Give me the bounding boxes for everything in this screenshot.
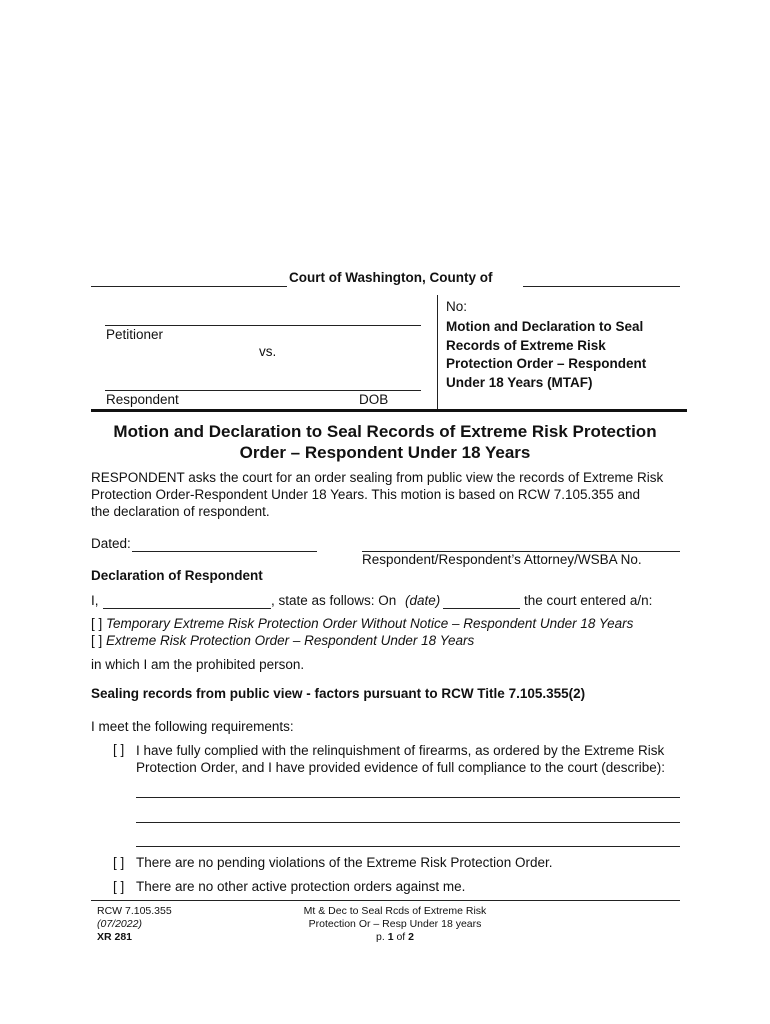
describe-line-1[interactable]: [136, 783, 680, 798]
requirement-1-line-2: Protection Order, and I have provided evidence of full compliance to the court (describe):: [136, 760, 666, 775]
date-label: (date): [405, 593, 441, 608]
option-2-row[interactable]: [91, 633, 474, 648]
page-title-line-2: Order – Respondent Under 18 Years: [239, 443, 531, 462]
caption-thick-rule: [91, 409, 687, 412]
page-current: 1: [387, 931, 394, 943]
county-blank[interactable]: [523, 272, 680, 287]
signature-blank[interactable]: [362, 537, 680, 552]
form-title-line-2: Records of Extreme Risk: [446, 337, 606, 353]
page-of: of: [396, 931, 406, 943]
court-name-blank[interactable]: [91, 272, 287, 287]
petitioner-blank[interactable]: [105, 311, 421, 326]
respondent-blank[interactable]: [105, 376, 421, 391]
requirement-1-line-1: I have fully complied with the relinquishment of firearms, as ordered by the Extreme Risk: [136, 743, 665, 758]
petitioner-label: Petitioner: [106, 327, 164, 342]
attorney-label: Respondent/Respondent’s Attorney/WSBA No.: [362, 552, 642, 567]
order-date-blank[interactable]: [443, 594, 520, 609]
page-prefix: p.: [376, 931, 385, 943]
form-title-line-4: Under 18 Years (MTAF): [446, 374, 593, 390]
requirement-1-checkbox[interactable]: [ ]: [113, 742, 125, 757]
intro-line-2: Protection Order-Respondent Under 18 Years. This motion is based on RCW 7.105.355 and: [91, 487, 641, 502]
option-1-text: Temporary Extreme Risk Protection Order Without Notice – Respondent Under 18 Years: [106, 616, 634, 631]
option-2-checkbox[interactable]: [ ]: [91, 633, 103, 648]
footer-date: (07/2022): [97, 918, 142, 930]
requirement-2-checkbox[interactable]: [ ]: [113, 855, 125, 870]
declaration-heading: Declaration of Respondent: [91, 568, 263, 583]
requirement-3-text: There are no other active protection orders against me.: [136, 879, 466, 894]
describe-line-2[interactable]: [136, 808, 680, 823]
footer-rule: [91, 900, 680, 901]
footer-center: [255, 905, 535, 944]
footer-desc-line-1: Mt & Dec to Seal Rcds of Extreme Risk: [303, 905, 487, 917]
requirement-2-text: There are no pending violations of the Extreme Risk Protection Order.: [136, 855, 553, 870]
footer-rcw: RCW 7.105.355: [97, 905, 172, 917]
footer-desc-line-2: Protection Or – Resp Under 18 years: [308, 918, 482, 930]
no-label-colon: :: [463, 299, 468, 314]
describe-line-3[interactable]: [136, 832, 680, 847]
option-1-checkbox[interactable]: [ ]: [91, 616, 103, 631]
declarant-name-blank[interactable]: [103, 594, 271, 609]
intro-line-3: the declaration of respondent.: [91, 504, 270, 519]
page-title: [75, 421, 695, 463]
dob-label: DOB: [359, 392, 389, 407]
option-1-row[interactable]: [91, 616, 633, 631]
respondent-label: Respondent: [106, 392, 179, 407]
no-label-text: No: [446, 299, 464, 314]
entered-text: the court entered a/n:: [524, 593, 653, 608]
requirement-1-text: [136, 742, 665, 776]
vs-label: vs.: [259, 344, 277, 359]
caption-divider: [437, 295, 438, 409]
requirements-intro: I meet the following requirements:: [91, 719, 294, 734]
footer-left: [97, 905, 172, 944]
intro-line-1: RESPONDENT asks the court for an order sealing from public view the records of Extreme Risk: [91, 470, 664, 485]
form-title-line-3: Protection Order – Respondent: [446, 356, 647, 371]
court-line: Court of Washington, County of: [289, 270, 493, 285]
page-total: 2: [408, 931, 414, 943]
i-label: I,: [91, 593, 99, 608]
form-title-box: [446, 318, 646, 392]
dated-blank[interactable]: [132, 537, 317, 552]
requirement-3-checkbox[interactable]: [ ]: [113, 879, 125, 894]
sealing-heading: Sealing records from public view - factors pursuant to RCW Title 7.105.355(2): [91, 686, 586, 701]
form-title-line-1: Motion and Declaration to Seal: [446, 319, 644, 334]
footer-page-number: [255, 931, 535, 944]
case-number-label[interactable]: [446, 299, 467, 314]
page-title-line-1: Motion and Declaration to Seal Records of Extreme Risk Protection: [113, 422, 657, 441]
state-text: , state as follows: On: [271, 593, 397, 608]
footer-form-number: XR 281: [97, 931, 133, 943]
dated-label: Dated:: [91, 536, 131, 551]
option-2-text: Extreme Risk Protection Order – Respondent Under 18 Years: [106, 633, 475, 648]
prohibited-text: in which I am the prohibited person.: [91, 657, 305, 672]
intro-paragraph: [91, 469, 663, 520]
